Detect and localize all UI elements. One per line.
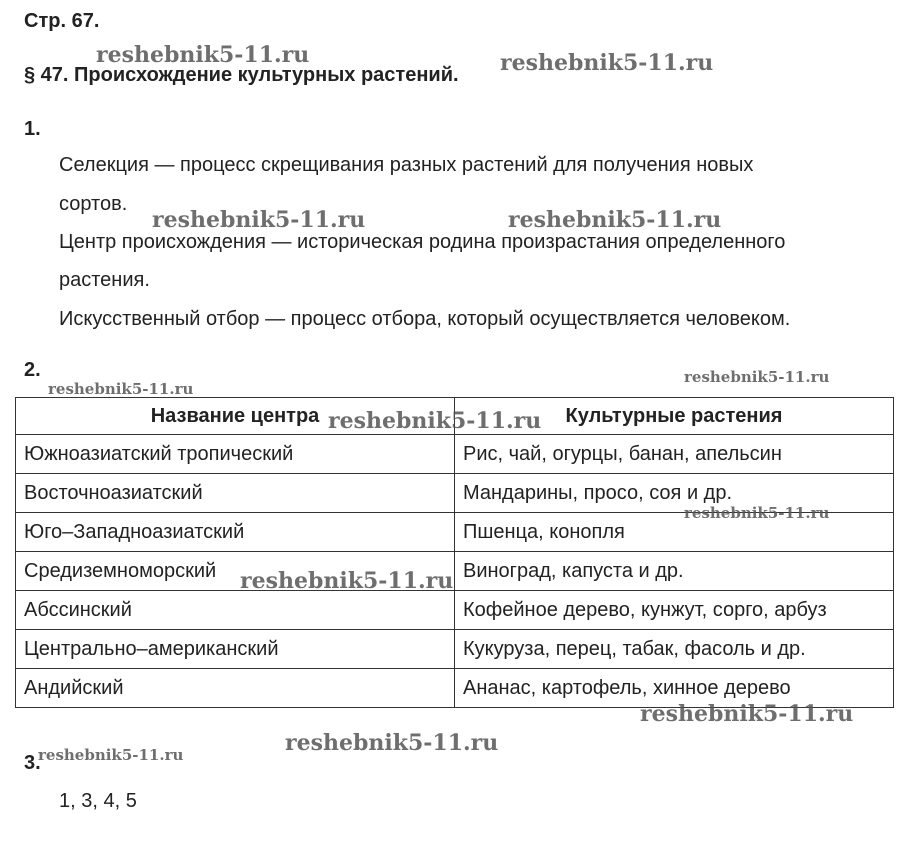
center-name: Южноазиатский тропический [16,435,455,474]
center-name: Андийский [16,669,455,708]
watermark: reshebnik5-11.ru [500,50,714,76]
center-name: Абссинский [16,591,455,630]
watermark: reshebnik5-11.ru [285,730,499,756]
crop-list: Кукуруза, перец, табак, фасоль и др. [455,630,894,669]
definition-line-5: Искусственный отбор — процесс отбора, который осуществляется человеком. [59,308,791,330]
center-name: Средиземноморский [16,552,455,591]
crop-list: Мандарины, просо, соя и др. [455,474,894,513]
crop-list: Кофейное дерево, кунжут, сорго, арбуз [455,591,894,630]
crop-list: Ананас, картофель, хинное дерево [455,669,894,708]
definition-line-3: Центр происхождения — историческая родина произрастания определенного [59,231,786,253]
watermark: reshebnik5-11.ru [38,746,184,764]
question-1-number: 1. [24,118,41,140]
column-header-center: Название центра [16,398,455,435]
definition-line-2: сортов. [59,193,128,215]
centers-table [15,397,894,708]
center-name: Юго–Западноазиатский [16,513,455,552]
definition-line-1: Селекция — процесс скрещивания разных растений для получения новых [59,154,754,176]
watermark: reshebnik5-11.ru [240,568,454,594]
center-name: Восточноазиатский [16,474,455,513]
crop-list: Пшенца, конопля [455,513,894,552]
crop-list: Виноград, капуста и др. [455,552,894,591]
watermark: reshebnik5-11.ru [508,207,722,233]
question-3-number: 3. [24,752,41,774]
center-name: Центрально–американский [16,630,455,669]
column-header-plants: Культурные растения [455,398,894,435]
watermark: reshebnik5-11.ru [684,504,830,522]
watermark: reshebnik5-11.ru [48,380,194,398]
table-row [16,552,894,591]
watermark: reshebnik5-11.ru [96,42,310,68]
table-row [16,630,894,669]
definition-line-4: растения. [59,269,150,291]
crop-list: Рис, чай, огурцы, банан, апельсин [455,435,894,474]
question-3-answer: 1, 3, 4, 5 [59,790,137,812]
watermark: reshebnik5-11.ru [640,701,854,727]
question-2-number: 2. [24,359,41,381]
watermark: reshebnik5-11.ru [328,408,542,434]
table-row [16,435,894,474]
table-row [16,591,894,630]
page-number: Стр. 67. [24,10,100,32]
watermark: reshebnik5-11.ru [152,207,366,233]
watermark: reshebnik5-11.ru [684,368,830,386]
section-title: § 47. Происхождение культурных растений. [24,64,459,86]
